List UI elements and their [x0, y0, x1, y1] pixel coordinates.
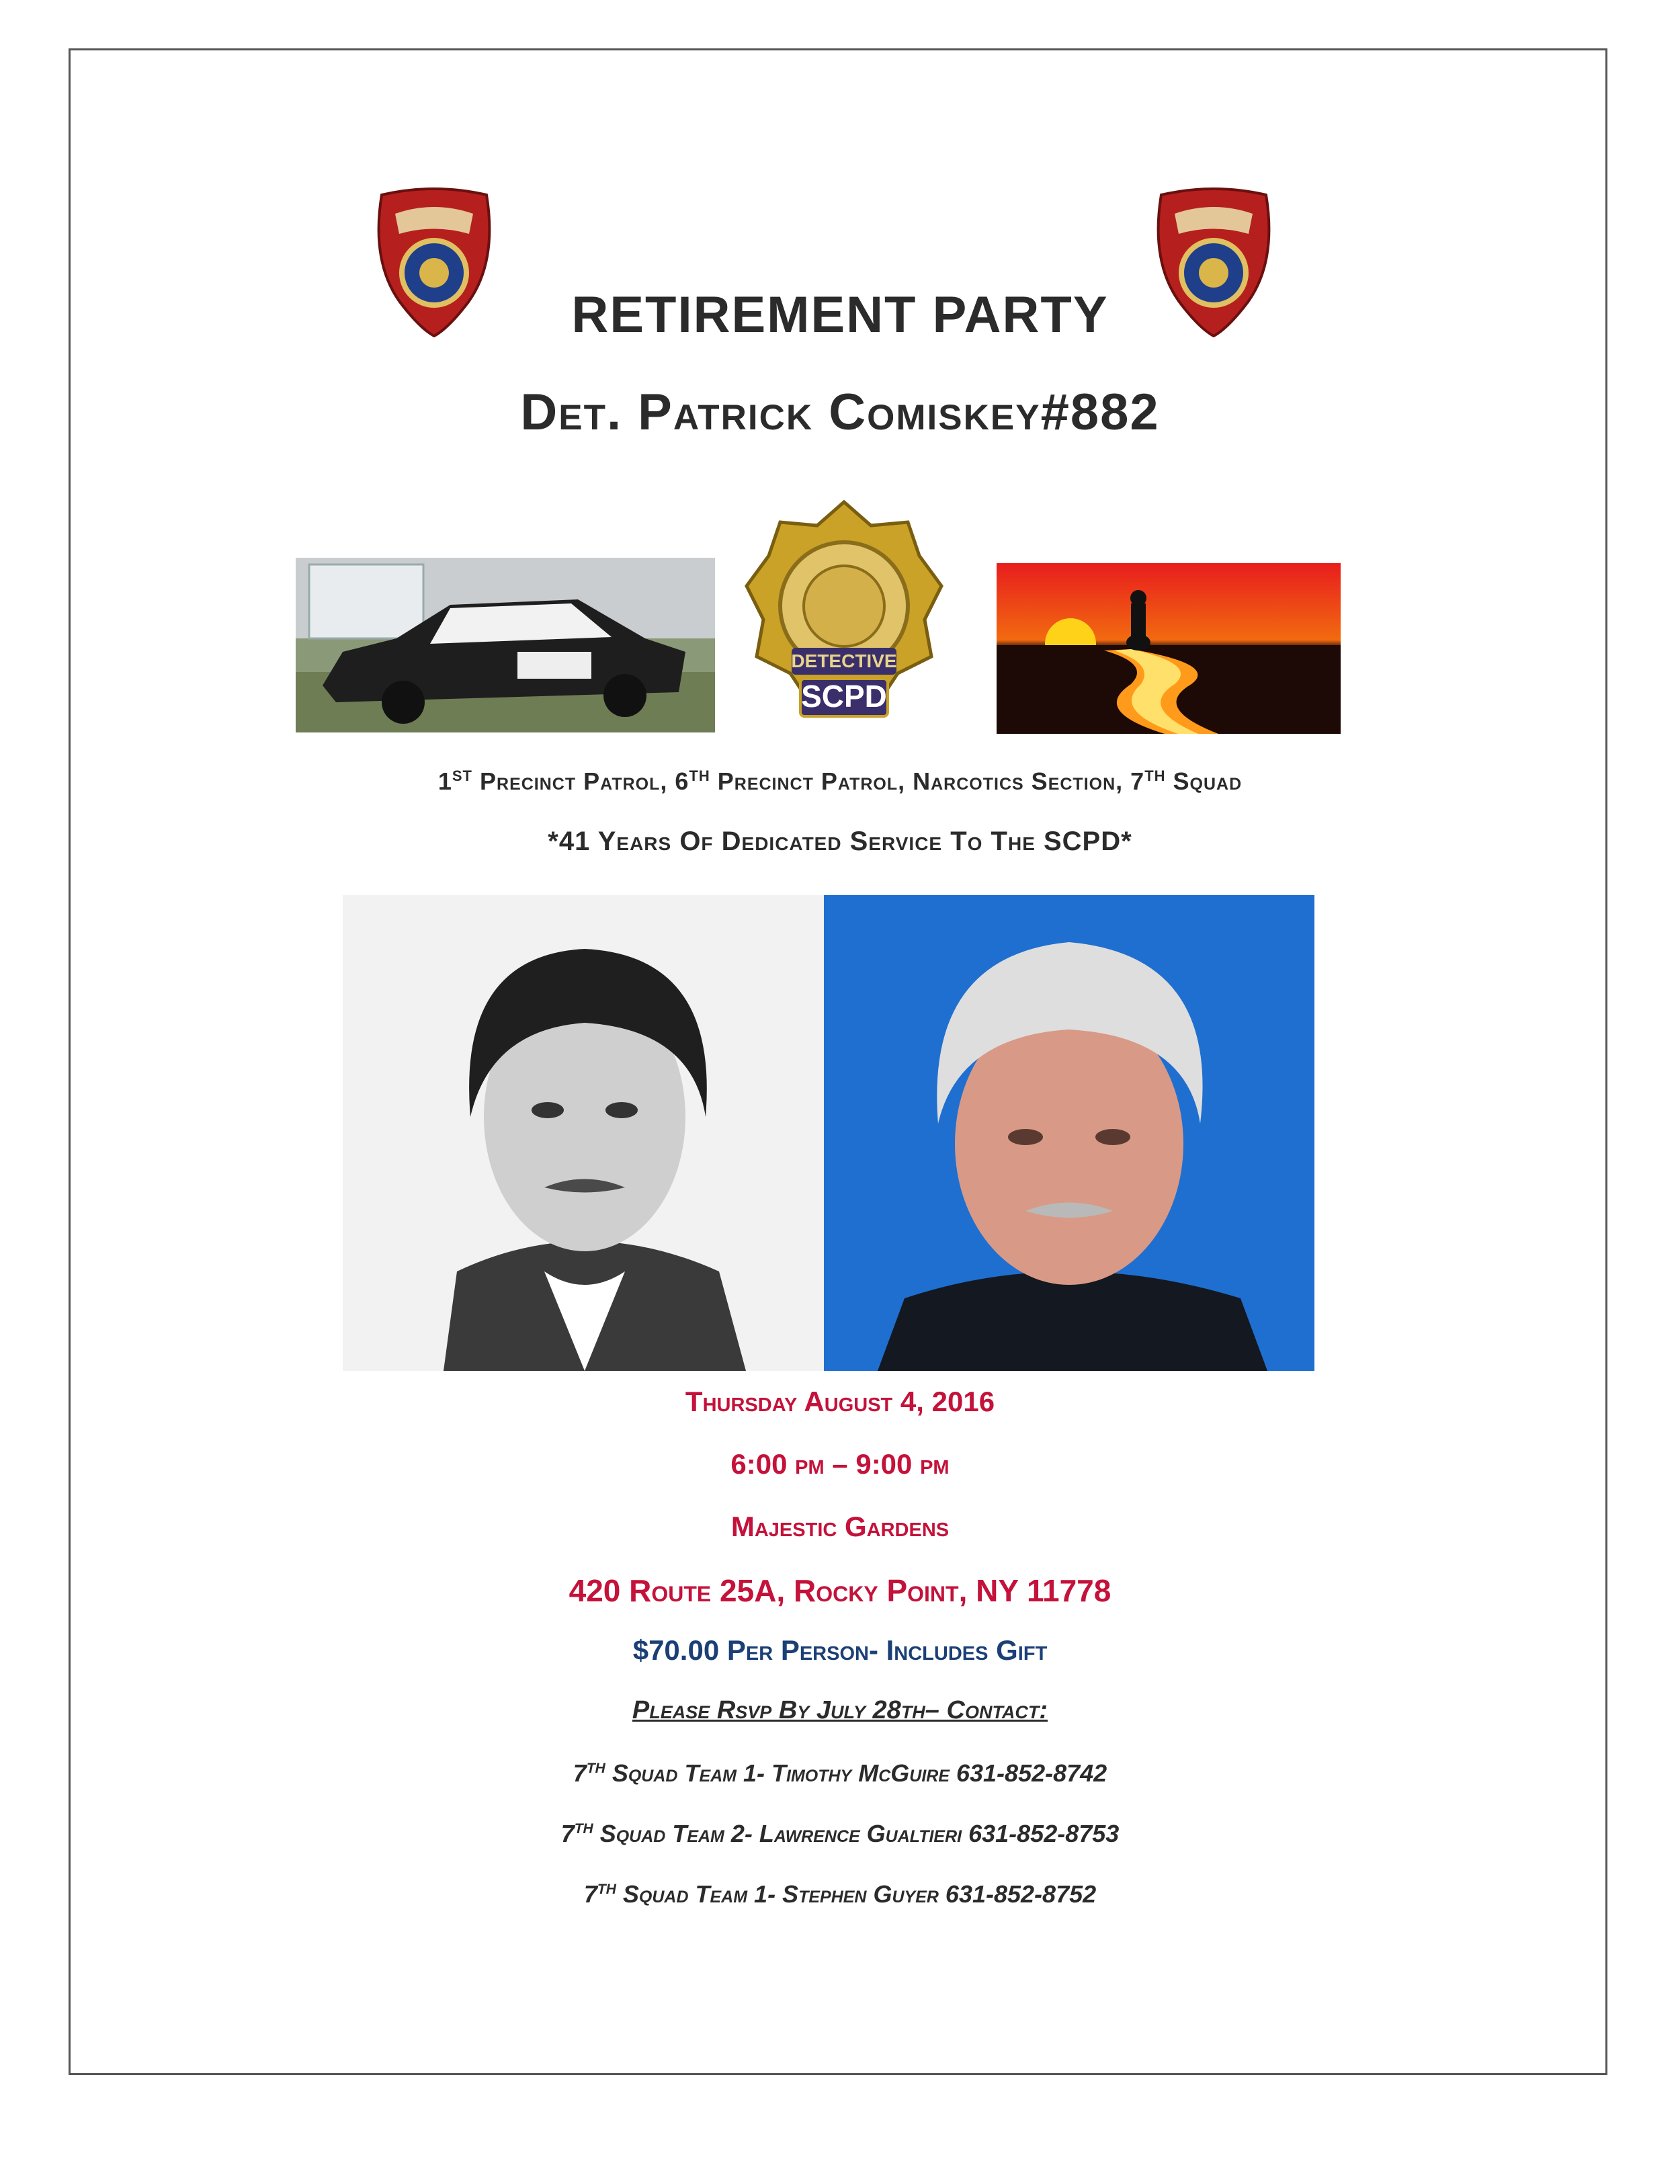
event-venue: Majestic Gardens	[730, 1511, 950, 1542]
service-tagline: *41 Years Of Dedicated Service To The SCPD*	[548, 827, 1132, 856]
assignment-3-suffix: TH	[1144, 767, 1166, 784]
event-price: $70.00 Per Person- Includes Gift	[632, 1634, 1048, 1666]
assignment-3-number: 7	[1130, 767, 1145, 795]
contact-3	[0, 1880, 1680, 1908]
contact-2-number: 7	[560, 1820, 575, 1847]
contact-1-number: 7	[573, 1759, 587, 1787]
event-time: 6:00 pm – 9:00 pm	[730, 1448, 950, 1480]
contact-3-number: 7	[583, 1880, 597, 1908]
assignments-line	[0, 767, 1680, 796]
sunset-motorcycle-photo	[997, 563, 1341, 734]
assignment-3-text: Squad	[1165, 767, 1243, 795]
page-title: RETIREMENT PARTY	[571, 286, 1109, 343]
assignment-1-text: Precinct Patrol,	[472, 767, 675, 795]
event-address: 420 Route 25A, Rocky Point, NY 11778	[569, 1573, 1111, 1608]
portrait-current	[824, 895, 1314, 1371]
badge-label: SCPD	[801, 679, 887, 714]
contact-3-text: Squad Team 1- Stephen Guyer 631-852-8752	[616, 1880, 1097, 1908]
assignment-2-suffix: TH	[689, 767, 710, 784]
rsvp-heading: Please Rsvp By July 28th– Contact:	[632, 1696, 1048, 1724]
contact-2-text: Squad Team 2- Lawrence Gualtieri 631-852-8753	[593, 1820, 1120, 1847]
contact-1	[0, 1759, 1680, 1788]
contact-2-suffix: TH	[574, 1821, 593, 1837]
contact-1-suffix: TH	[586, 1761, 605, 1776]
assignment-2-text: Precinct Patrol, Narcotics Section,	[710, 767, 1131, 795]
portrait-young	[343, 895, 824, 1371]
assignment-1-number: 1	[437, 767, 452, 795]
patrol-car-photo	[296, 558, 715, 732]
event-date: Thursday August 4, 2016	[685, 1386, 995, 1417]
assignment-1-suffix: ST	[452, 767, 472, 784]
contact-3-suffix: TH	[597, 1882, 616, 1897]
contact-2	[0, 1820, 1680, 1848]
honoree-name: Det. Patrick Comiskey#882	[520, 384, 1160, 441]
badge-ribbon-text: DETECTIVE	[791, 650, 897, 671]
assignment-2-number: 6	[675, 767, 689, 795]
detective-badge	[743, 499, 945, 734]
contact-1-text: Squad Team 1- Timothy McGuire 631-852-8742	[605, 1759, 1107, 1787]
